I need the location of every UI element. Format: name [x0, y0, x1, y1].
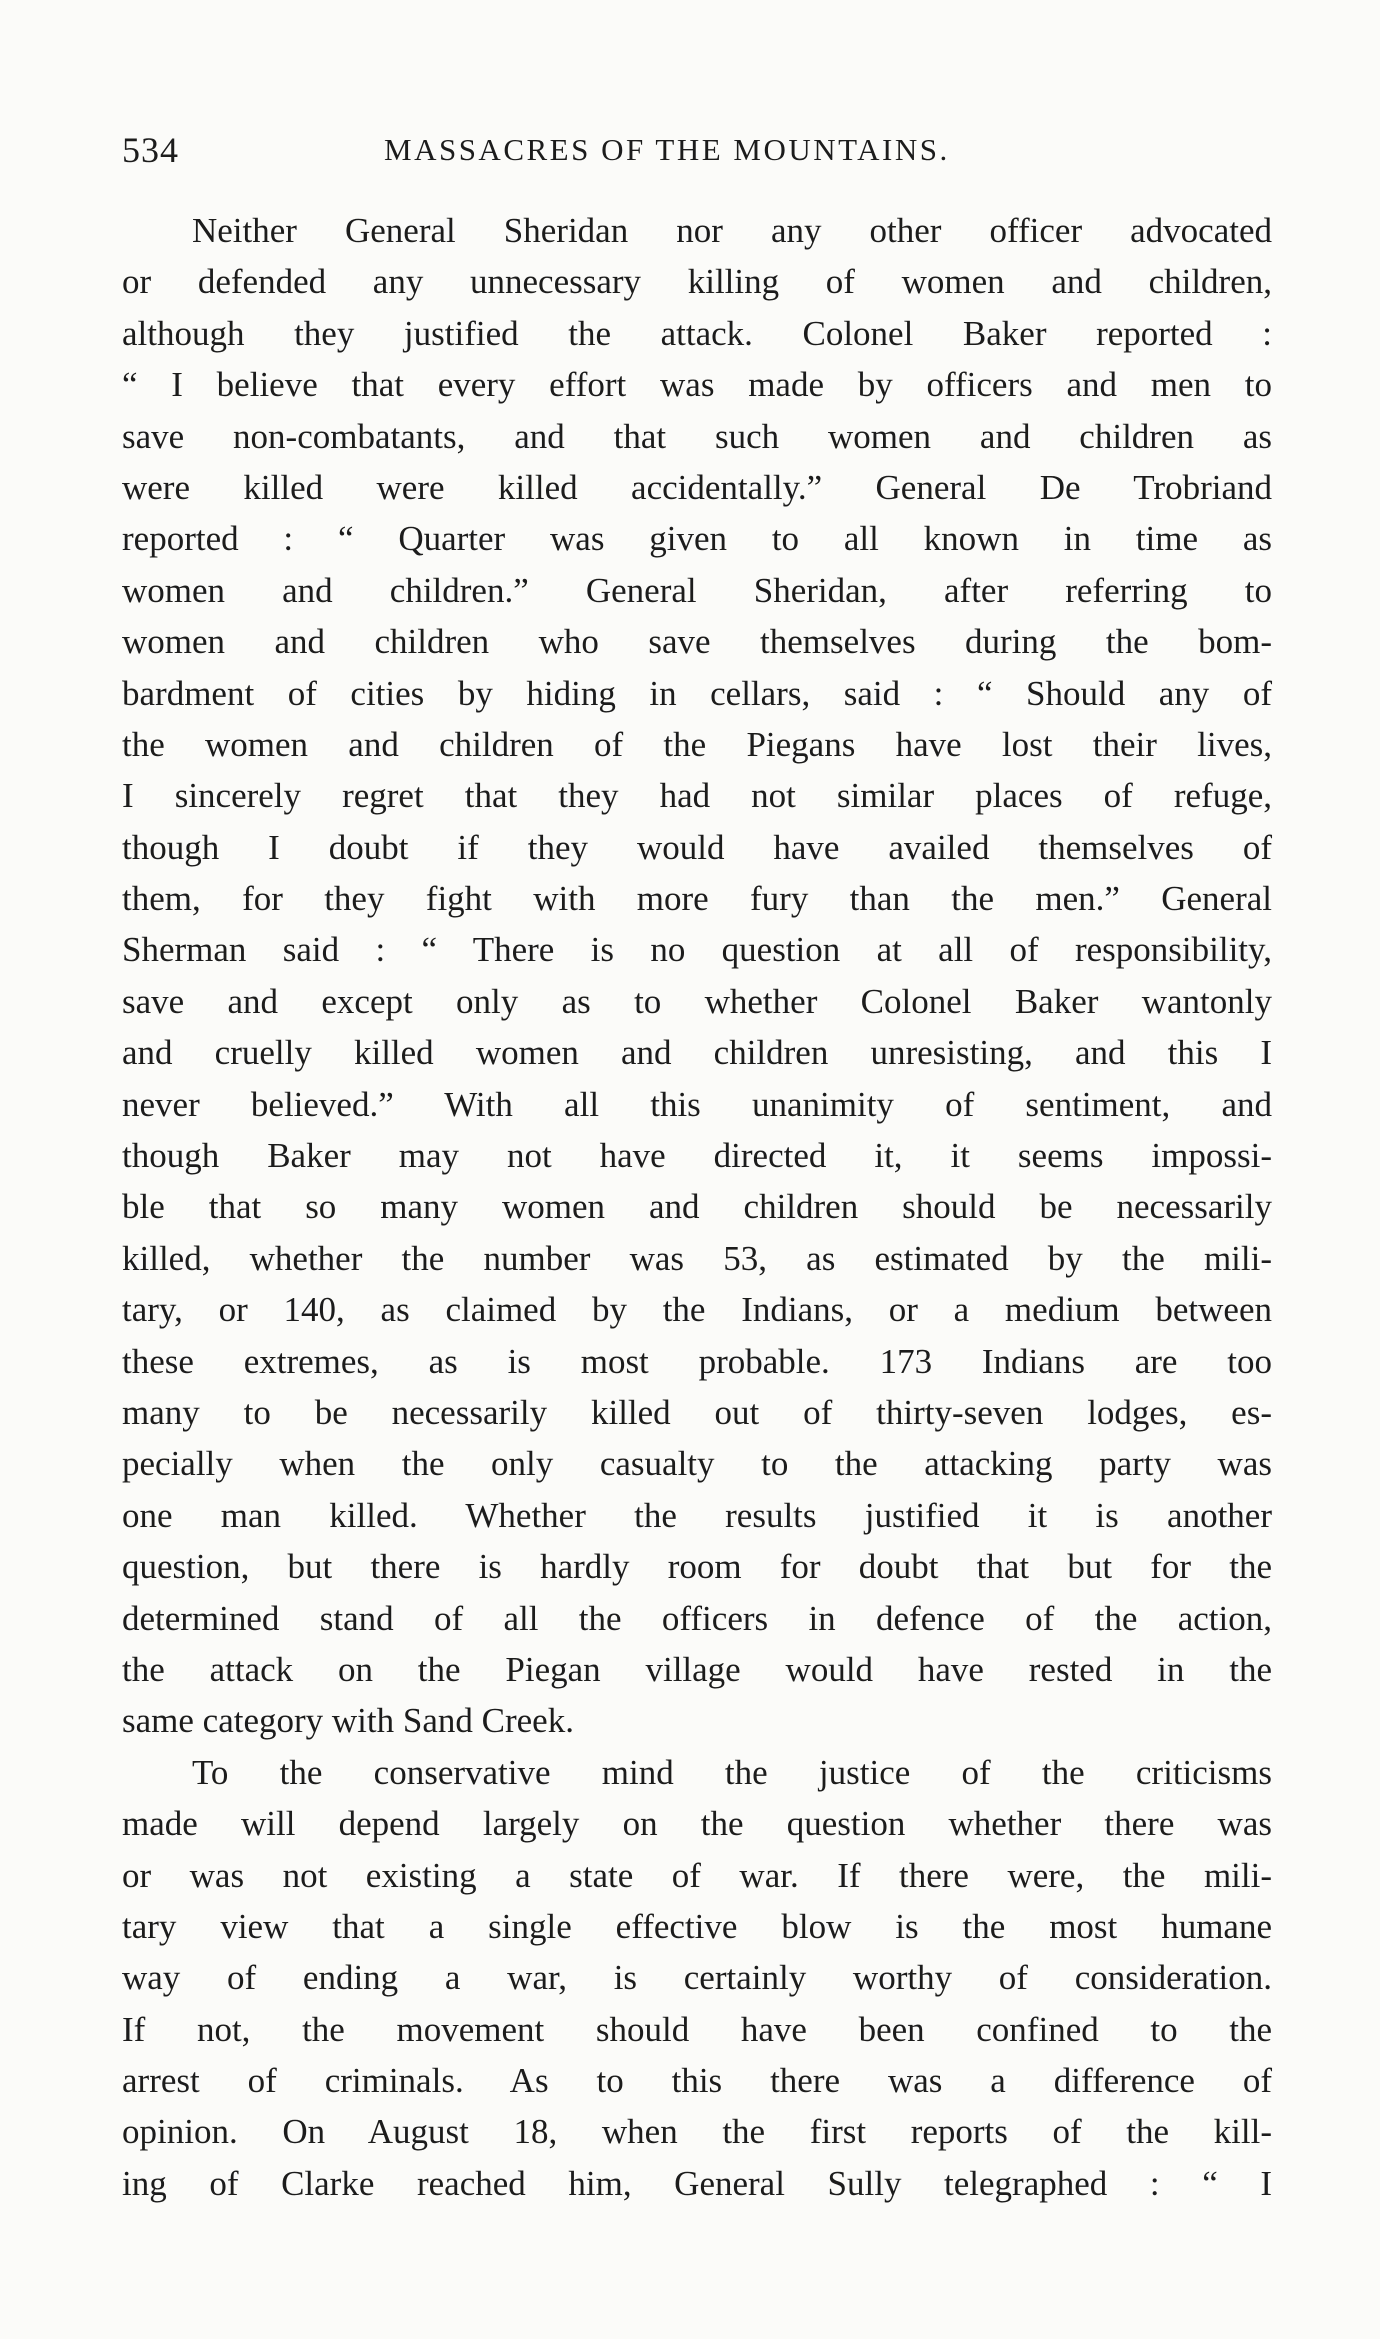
text-line: or defended any unnecessary killing of women and children,	[122, 262, 1272, 302]
text-line: save and except only as to whether Colonel Baker wantonly	[122, 981, 1272, 1021]
text-line: way of ending a war, is certainly worthy of consideration.	[122, 1958, 1272, 1998]
text-line: women and children.” General Sheridan, after referring to	[122, 570, 1272, 610]
text-line: although they justified the attack. Colonel Baker reported :	[122, 313, 1272, 353]
text-line: reported : “ Quarter was given to all known in time as	[122, 519, 1272, 559]
text-line: pecially when the only casualty to the attacking party was	[122, 1444, 1272, 1484]
text-line: bardment of cities by hiding in cellars, said : “ Should any of	[122, 673, 1272, 713]
text-line: ing of Clarke reached him, General Sully telegraphed : “ I	[122, 2163, 1272, 2203]
text-line: “ I believe that every effort was made by officers and men to	[122, 365, 1272, 405]
text-line: the women and children of the Piegans have lost their lives,	[122, 724, 1272, 764]
text-line: the attack on the Piegan village would have rested in the	[122, 1649, 1272, 1689]
text-line: many to be necessarily killed out of thirty-seven lodges, es-	[122, 1392, 1272, 1432]
paragraph	[122, 1747, 1272, 2210]
text-line: save non-combatants, and that such women and children as	[122, 416, 1272, 456]
text-line: were killed were killed accidentally.” General De Trobriand	[122, 467, 1272, 507]
text-line: one man killed. Whether the results justified it is another	[122, 1495, 1272, 1535]
text-line: Sherman said : “ There is no question at all of responsibility,	[122, 930, 1272, 970]
text-line: ble that so many women and children should be necessarily	[122, 1187, 1272, 1227]
text-line: them, for they fight with more fury than the men.” General	[122, 879, 1272, 919]
text-line: arrest of criminals. As to this there was a difference of	[122, 2061, 1272, 2101]
text-line: Neither General Sheridan nor any other officer advocated	[192, 211, 1272, 250]
text-line: killed, whether the number was 53, as estimated by the mili-	[122, 1238, 1272, 1278]
text-line: never believed.” With all this unanimity of sentiment, and	[122, 1084, 1272, 1124]
text-line: If not, the movement should have been confined to the	[122, 2009, 1272, 2049]
paragraph	[122, 205, 1272, 1747]
text-line: opinion. On August 18, when the first reports of the kill-	[122, 2112, 1272, 2152]
body-text	[122, 205, 1272, 2209]
text-line: To the conservative mind the justice of the criticisms	[192, 1752, 1272, 1792]
text-line: same category with Sand Creek.	[122, 1701, 574, 1741]
text-line: tary view that a single effective blow is the most humane	[122, 1906, 1272, 1946]
text-line: women and children who save themselves during the bom-	[122, 622, 1272, 662]
text-line: or was not existing a state of war. If there were, the mili-	[122, 1855, 1272, 1895]
text-line: question, but there is hardly room for doubt that but for the	[122, 1547, 1272, 1587]
page-number: 534	[122, 130, 179, 170]
text-line: made will depend largely on the question whether there was	[122, 1804, 1272, 1844]
text-line: these extremes, as is most probable. 173 Indians are too	[122, 1341, 1272, 1381]
text-line: and cruelly killed women and children unresisting, and this I	[122, 1033, 1272, 1073]
page-header	[122, 128, 1272, 172]
text-line: determined stand of all the officers in defence of the action,	[122, 1598, 1272, 1638]
running-title: MASSACRES OF THE MOUNTAINS.	[384, 132, 950, 167]
text-line: tary, or 140, as claimed by the Indians, or a medium between	[122, 1290, 1272, 1330]
text-line: though I doubt if they would have availed themselves of	[122, 827, 1272, 867]
text-line: I sincerely regret that they had not similar places of refuge,	[122, 776, 1272, 816]
text-line: though Baker may not have directed it, it seems impossi-	[122, 1136, 1272, 1176]
